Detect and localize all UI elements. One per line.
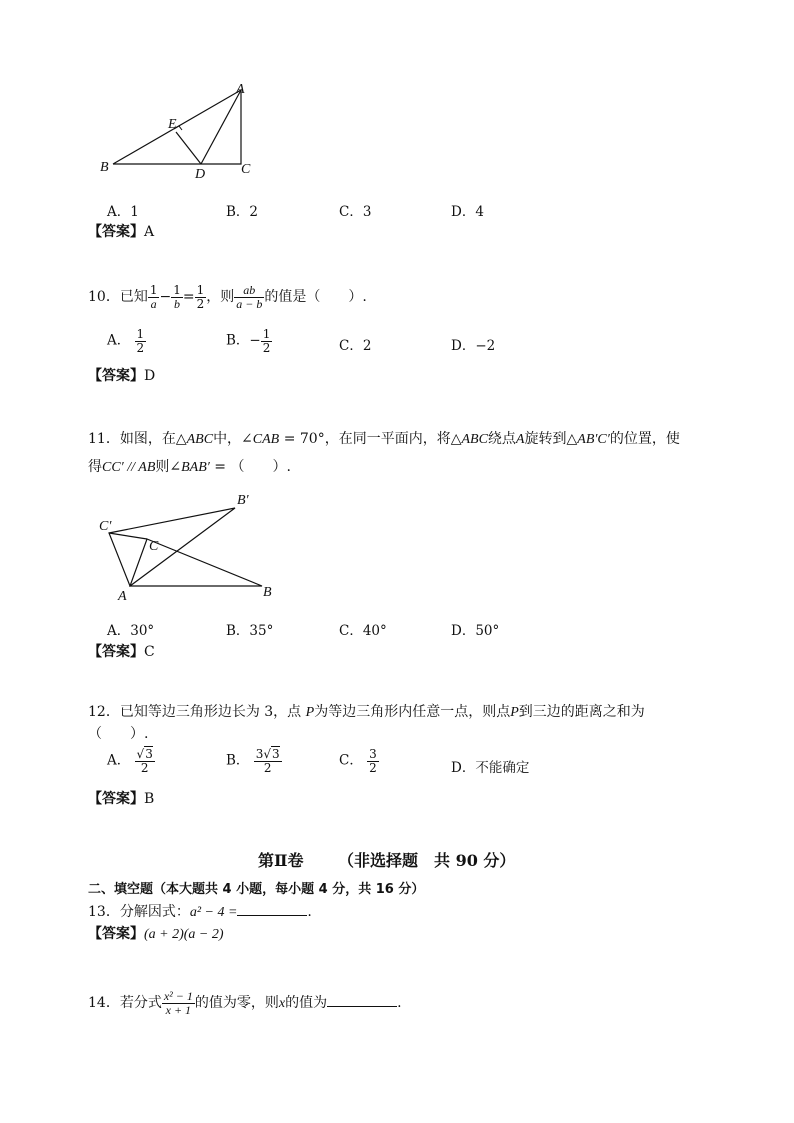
triangle-ab-prime-c-prime	[109, 508, 235, 586]
label-c: C	[241, 162, 251, 177]
q11-option-c: C．40°	[339, 623, 387, 639]
q9-answer: 【答案】A	[88, 224, 155, 240]
q10-stem: 10．已知 $\frac{1}{a}$ − $\frac{1}{b}$ = $\frac{1}{2}$ ，则 $\frac{ab}{a - b}$ 的值是（ ）.	[88, 283, 367, 311]
label-a: A	[118, 589, 127, 603]
q13-answer: 【答案】(a + 2)(a − 2)	[88, 926, 224, 942]
q11-option-a: A．30°	[107, 623, 155, 639]
part2-title: 第Ⅱ卷	[258, 851, 304, 870]
q12-option-c: C． $\frac{3}{2}$	[339, 747, 377, 775]
q9-option-c: C．3	[339, 204, 372, 220]
label-c-prime: C′	[99, 519, 112, 534]
q12-stem-line2: （ ）.	[88, 726, 149, 742]
q11-stem-line1: 11．如图，在△ABC中，∠CAB = 70°，在同一平面内，将△ABC绕点A旋转到△AB′C′的位置，使	[88, 431, 680, 447]
q14-stem: 14．若分式 $\frac{\text{x² − 1}}{x + 1}$ 的值为零，则x的值为 .	[88, 989, 402, 1017]
label-d: D	[195, 167, 206, 182]
q10-answer: 【答案】D	[88, 368, 156, 384]
q12-stem-line1: 12．已知等边三角形边长为 3，点 P为等边三角形内任意一点，则点P到三边的距离之和为	[88, 704, 645, 720]
q11-option-d: D．50°	[451, 623, 500, 639]
q10-option-b: B．− $\frac{1}{2}$	[226, 327, 271, 355]
q9-option-a: A．1	[107, 204, 139, 220]
segment-cc-prime	[109, 533, 147, 539]
q9-option-b: B．2	[226, 204, 259, 220]
label-e: E	[168, 117, 177, 132]
q10-option-c: C．2	[339, 338, 372, 354]
q9-option-d: D．4	[451, 204, 484, 220]
q10-option-a: A． $\frac{1}{2}$	[107, 327, 145, 355]
label-c: C	[149, 539, 159, 554]
figure-q11	[95, 488, 285, 603]
q12-option-d: D．不能确定	[451, 760, 530, 776]
section-heading: 二、填空题（本大题共 4 小题，每小题 4 分，共 16 分）	[88, 882, 425, 897]
q11-option-b: B．35°	[226, 623, 274, 639]
figure-q9	[95, 80, 265, 185]
q10-option-d: D．−2	[451, 338, 496, 354]
q13-stem: 13．分解因式：a² − 4 = .	[88, 901, 312, 921]
q12-option-a: A． $\frac{√3}{2}$	[107, 747, 153, 775]
q11-stem-line2: 得CC′ // AB则∠BAB′ = （ ）.	[88, 459, 291, 475]
q12-answer: 【答案】B	[88, 791, 155, 807]
label-b: B	[100, 160, 109, 175]
q13-blank[interactable]	[237, 901, 307, 916]
q11-answer: 【答案】C	[88, 644, 155, 660]
q14-blank[interactable]	[327, 992, 397, 1007]
label-b: B	[263, 585, 272, 600]
part2-subtitle: （非选择题 共 90 分）	[338, 851, 516, 870]
segment-ed	[176, 132, 201, 164]
q12-option-b: B． $\frac{3√3}{2}$	[226, 747, 280, 775]
label-b-prime: B′	[237, 493, 249, 508]
label-a: A	[236, 82, 245, 97]
